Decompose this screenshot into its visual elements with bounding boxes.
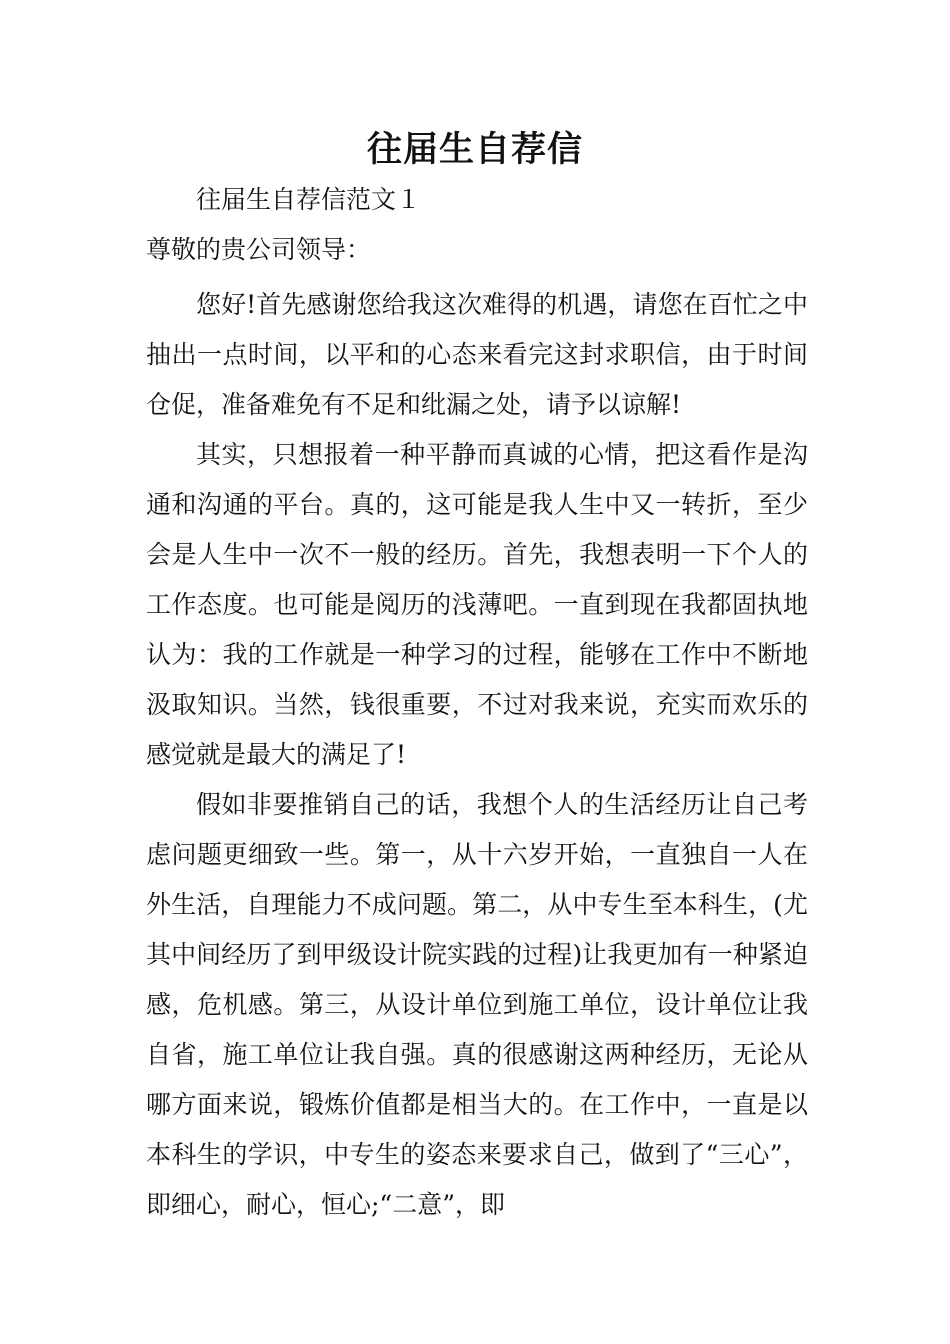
paragraph-3: 假如非要推销自己的话，我想个人的生活经历让自己考虑问题更细致一些。第一，从十六岁开始，一直独自一人在外生活，自理能力不成问题。第二，从中专生至本科生，(尤其中间经历了到甲级设计院实践的过程)让我更加有一种紧迫感，危机感。第三，从设计单位到施工单位，设计单位让我自省，施工单位让我自强。真的很感谢这两种经历，无论从哪方面来说，锻炼价值都是相当大的。在工作中，一直是以本科生的学识，中专生的姿态来要求自己，做到了“三心”，即细心，耐心，恒心;“二意”，即 xyxy=(146,790,808,1219)
salutation: 尊敬的贵公司领导： xyxy=(146,235,372,264)
paragraph-2: 其实，只想报着一种平静而真诚的心情，把这看作是沟通和沟通的平台。真的，这可能是我人生中又一转折，至少会是人生中一次不一般的经历。首先，我想表明一下个人的工作态度。也可能是阅历的浅薄吧。一直到现在我都固执地认为：我的工作就是一种学习的过程，能够在工作中不断地汲取知识。当然，钱很重要，不过对我来说，充实而欢乐的感觉就是最大的满足了! xyxy=(146,440,808,769)
letter-body xyxy=(146,280,808,1230)
document-title: 往届生自荐信 xyxy=(366,130,583,170)
document-subtitle: 往届生自荐信范文１ xyxy=(196,185,422,214)
paragraph-1: 您好!首先感谢您给我这次难得的机遇，请您在百忙之中抽出一点时间，以平和的心态来看完这封求职信，由于时间仓促，准备难免有不足和纰漏之处，请予以谅解! xyxy=(146,290,808,419)
